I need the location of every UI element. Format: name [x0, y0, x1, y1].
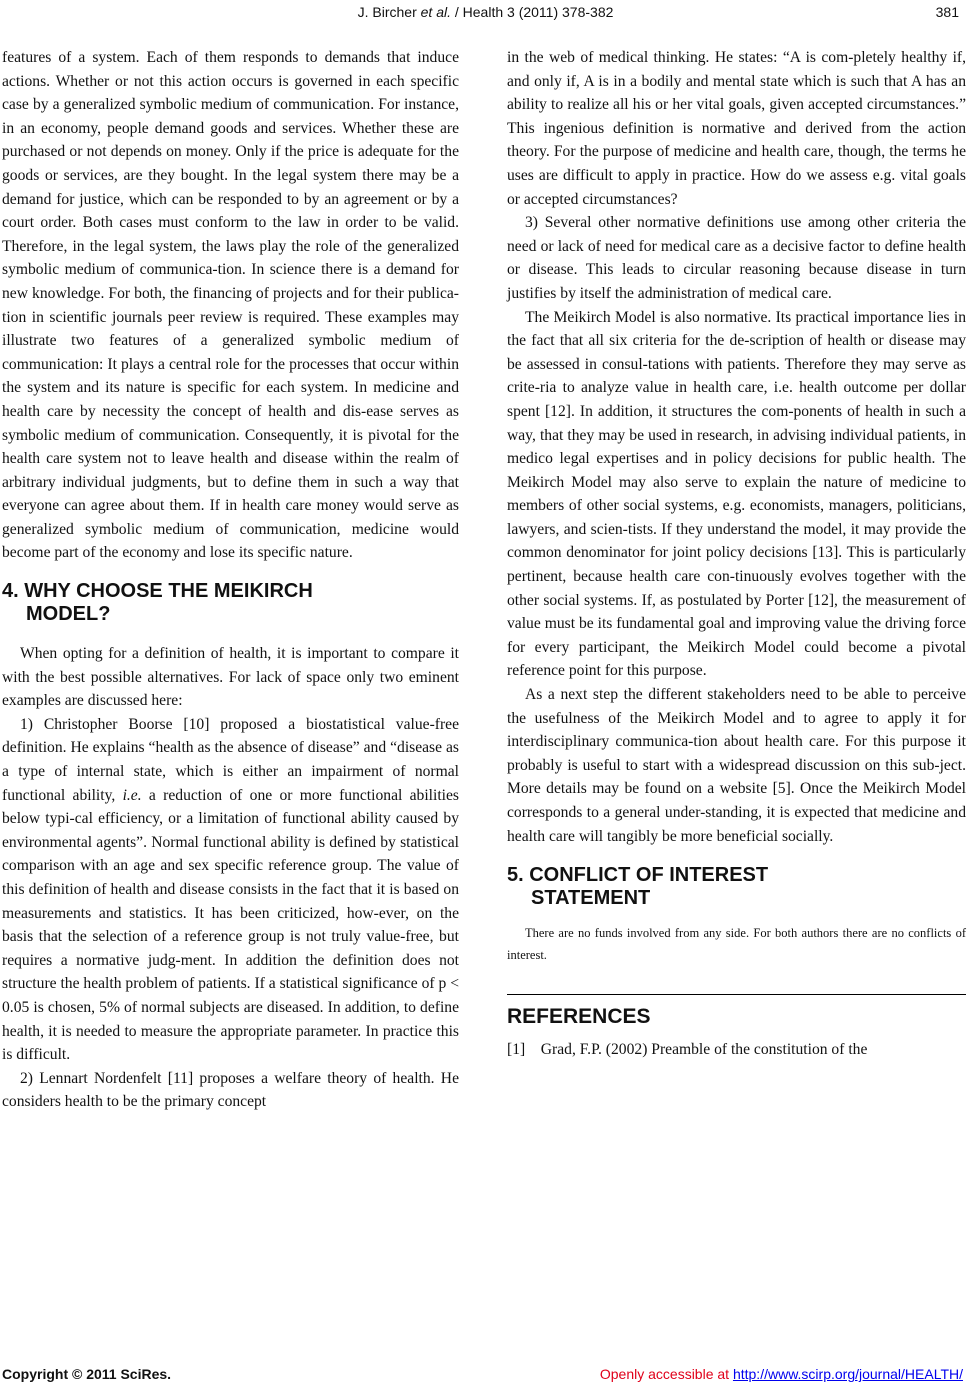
reference-item: [1] Grad, F.P. (2002) Preamble of the constitution of the [507, 1041, 868, 1059]
open-access-label: Openly accessible at [599, 1366, 733, 1382]
left-column [2, 46, 459, 1114]
running-head-journal: / Health 3 (2011) 378-382 [450, 4, 614, 20]
conflict-statement: There are no funds involved from any side. For both authors there are no conflicts of interest. [507, 926, 966, 963]
running-header [0, 4, 971, 24]
boorse-text-a: 1) Christopher Boorse [10] proposed a biostatistical value-free definition. He explains “health as the absence of disease” and “disease as a type of internal state, which is either an impairment of normal functional ability, [2, 715, 459, 804]
section-5-heading-line2: STATEMENT [531, 887, 651, 910]
running-head-etal: et al. [420, 4, 451, 20]
journal-link[interactable]: http://www.scirp.org/journal/HEALTH/ [732, 1366, 963, 1382]
left-paragraph-2: When opting for a definition of health, it is important to compare it with the best possible alternatives. For lack of space only two eminent examples are discussed here: [2, 645, 459, 710]
section-4-heading [2, 580, 459, 626]
running-head [0, 4, 971, 20]
references-heading: REFERENCES [507, 1005, 651, 1029]
boorse-ie: i.e. [122, 786, 142, 804]
section-5-heading-line1: 5. CONFLICT OF INTEREST [507, 864, 769, 887]
right-paragraph-4: As a next step the different stakeholders need to be able to perceive the usefulness of the Meikirch Model and to agree to apply it for interdisciplinary communica-tion about health care. For this purpose it probably is useful to start with a widespread discussion on this sub-ject. More details may be found on a website [5]. Once the Meikirch Model corresponds to a general under-standing, it is expected that medicine and health care will tangibly be more beneficial socially. [507, 686, 966, 845]
page-footer [0, 1366, 971, 1386]
right-column [507, 46, 966, 1062]
left-paragraph-boorse [2, 713, 459, 1067]
left-paragraph-1: features of a system. Each of them responds to demands that induce actions. Whether or not this action occurs is governed in each specific case by a generalized symbolic medium of communication. For instance, in an economy, people demand goods and services. Whether these are purchased or not depends on money. Only if the price is adequate for the goods or services, are they bought. In the legal system there may be a demand for justice, which can be responded to by an agreement or by a court order. Both cases must conform to the law in order to be valid. Therefore, in the legal system, the laws play the role of the generalized symbolic medium of communica-tion. In science there is a demand for new knowledge. For both, the financing of projects and for their publica-tion in scientific journals peer review is required. These examples may illustrate two features of a generalized symbolic medium of communication: It plays a central role for the processes that occur within the system and its nature is specific for each system. In medicine and health care by necessity the concept of health and dis-ease serves as symbolic medium of communication. Consequently, it is pivotal for the health care system not to leave health and disease within the realm of arbitrary individual judgments, but to define them in such a way that everyone can agree about them. If in health care money would serve as generalized symbolic medium of communication, medicine would become part of the economy and lose its specific nature. [2, 49, 459, 562]
boorse-text-b: a reduction of one or more functional abilities below typi-cal efficiency, or a limitation of functional ability caused by environmental agents”. Normal functional ability is defined by statistical comparison with an age and sex specific reference group. The value of this definition of health and disease consists in the fact that it is based on measurements and statistics. It has been criticized, how-ever, on the basis that the selection of a reference group is not truly value-free, but requires a normative judg-ment. In addition the definition does not structure the health problem of patients. If a statistical significance of p < 0.05 is chosen, 5% of normal subjects are diseased. In addition, to define health, it is needed to measure the appropriate parameter. In practice this is difficult. [2, 786, 459, 1064]
copyright-notice: Copyright © 2011 SciRes. [2, 1366, 172, 1382]
right-paragraph-1: in the web of medical thinking. He states: “A is com-pletely healthy if, and only if, A is in a bodily and mental state which is such that A has an ability to realize all his or her vital goals, given accepted circumstances.” This ingenious definition is normative and derived from the action theory. For the purpose of medicine and health care, though, the terms he uses are difficult to apply in practice. How do we assess e.g. vital goals or accepted circumstances? [507, 49, 966, 208]
right-paragraph-2: 3) Several other normative definitions use among other criteria the need or lack of need for medical care as a decisive factor to define health or disease. This leads to circular reasoning because disease in turn justifies by itself the administration of medical care. [507, 214, 966, 302]
running-head-authors: J. Bircher [357, 4, 421, 20]
open-access-notice [600, 1366, 963, 1382]
left-paragraph-nordenfelt: 2) Lennart Nordenfelt [11] proposes a welfare theory of health. He considers health to be the primary concept [2, 1069, 459, 1111]
section-4-heading-line2: MODEL? [26, 603, 111, 626]
section-5-heading [507, 864, 966, 910]
page-number: 381 [935, 4, 959, 20]
right-paragraph-3: The Meikirch Model is also normative. Its practical importance lies in the fact that all six criteria for the de-scription of health or disease may be assessed in consul-tations with patients. Therefore they may serve as crite-ria to analyze value in health care, i.e. health outcome per dollar spent [12]. In addition, it structures the com-ponents of health in such a way, that they may be used in research, in advising individual patients, in medico legal expertises and in policy decisions for public health. The Meikirch Model may also serve to explain the nature of medicine to members of other social systems, e.g. economists, managers, politicians, lawyers, and scien-tists. If they understand the model, it may provide the common denominator for joint policy decisions [13]. This is particularly pertinent, because health care con-tinuously evolves together with the other social systems. If, as postulated by Porter [12], the measurement of value must be its fundamental goal and improving value the driving force for every participant, the Meikirch Model could become a pivotal reference point for this purpose. [507, 308, 966, 680]
section-4-heading-line1: 4. WHY CHOOSE THE MEIKIRCH [2, 580, 313, 603]
